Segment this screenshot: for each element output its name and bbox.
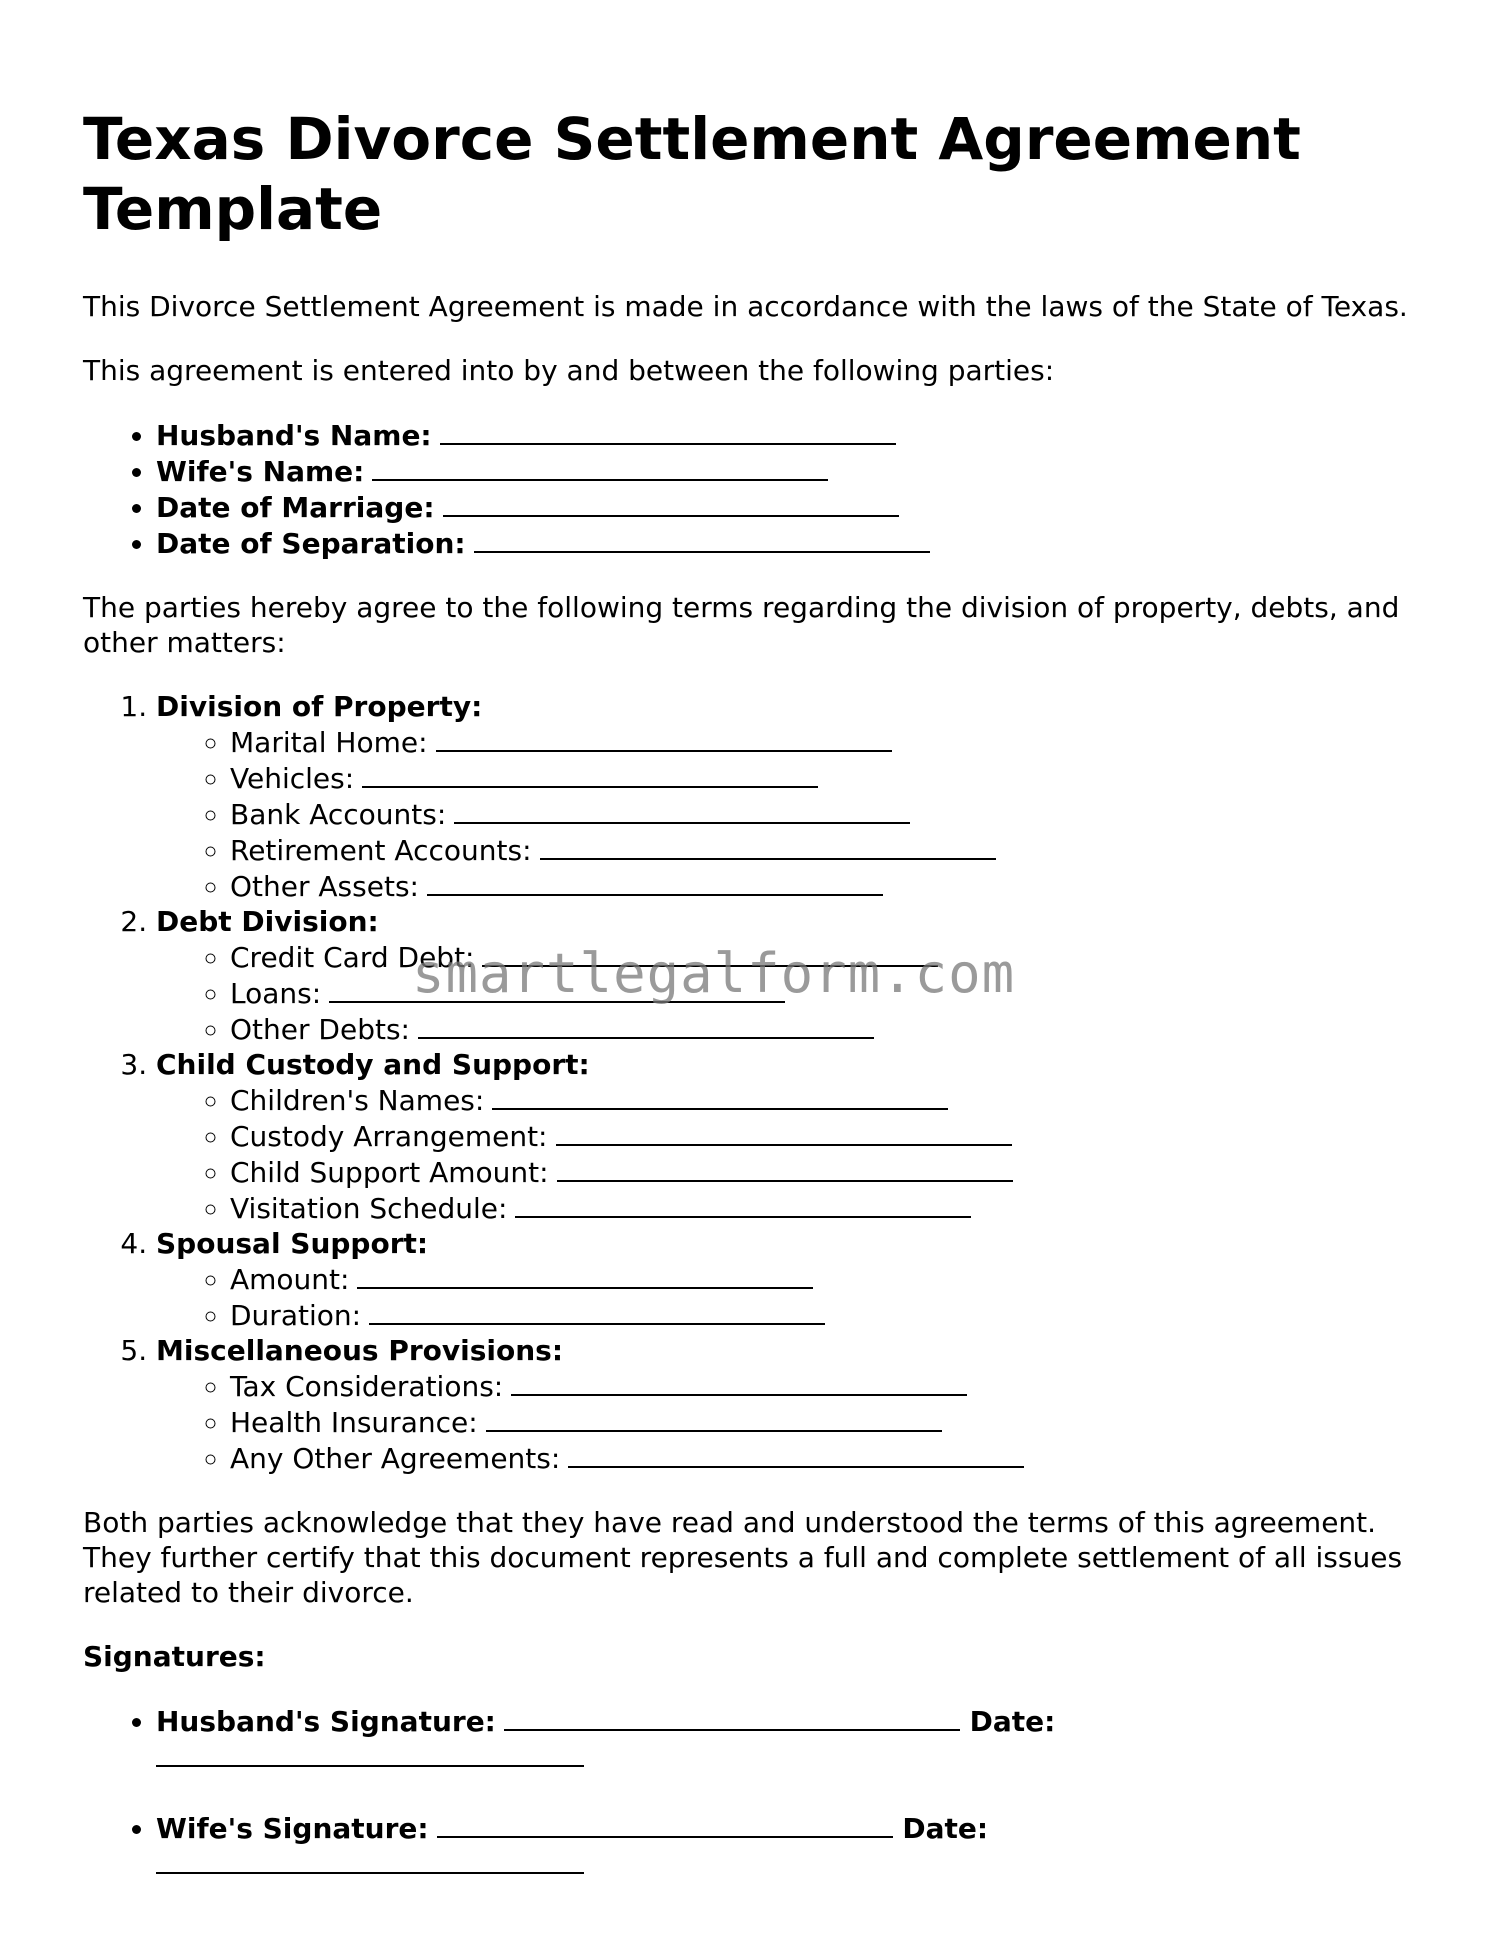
fill-line[interactable] <box>568 1440 1024 1468</box>
fill-line[interactable] <box>329 975 785 1003</box>
party-field-husband-name: • Husband's Name: <box>156 417 1423 453</box>
field-childrens-names: ◦ Children's Names: <box>230 1082 1423 1118</box>
field-other-assets: ◦ Other Assets: <box>230 868 1423 904</box>
section-items <box>156 939 1423 1047</box>
document-page <box>83 104 1423 1917</box>
fill-line[interactable] <box>540 832 996 860</box>
field-tax-considerations: ◦ Tax Considerations: <box>230 1368 1423 1404</box>
signature-husband: • Husband's Signature: Date: <box>156 1703 1423 1775</box>
field-visitation-schedule: ◦ Visitation Schedule: <box>230 1190 1423 1226</box>
field-amount: ◦ Amount: <box>230 1261 1423 1297</box>
party-field-date-of-separation: • Date of Separation: <box>156 525 1423 561</box>
signature-line[interactable] <box>437 1810 893 1838</box>
field-vehicles: ◦ Vehicles: <box>230 760 1423 796</box>
signature-wife: • Wife's Signature: Date: <box>156 1810 1423 1882</box>
field-custody-arrangement: ◦ Custody Arrangement: <box>230 1118 1423 1154</box>
fill-line[interactable] <box>440 417 896 445</box>
fill-line[interactable] <box>556 1118 1012 1146</box>
fill-line[interactable] <box>557 1154 1013 1182</box>
date-label: Date: <box>902 1812 989 1845</box>
field-child-support-amount: ◦ Child Support Amount: <box>230 1154 1423 1190</box>
fill-line[interactable] <box>427 868 883 896</box>
document-title: Texas Divorce Settlement Agreement Template <box>83 105 1301 243</box>
section-items <box>156 1082 1423 1226</box>
field-marital-home: ◦ Marital Home: <box>230 724 1423 760</box>
fill-line[interactable] <box>372 453 828 481</box>
date-line[interactable] <box>156 1739 584 1767</box>
fill-line[interactable] <box>482 939 938 967</box>
fill-line[interactable] <box>492 1082 948 1110</box>
field-any-other-agreements: ◦ Any Other Agreements: <box>230 1440 1423 1476</box>
fill-line[interactable] <box>369 1297 825 1325</box>
fill-line[interactable] <box>436 724 892 752</box>
watermark: smartlegalform.com <box>412 942 1016 1005</box>
section-child-custody-support <box>156 1047 1423 1226</box>
fill-line[interactable] <box>418 1011 874 1039</box>
section-title: Division of Property: <box>156 690 483 723</box>
section-title: Miscellaneous Provisions: <box>156 1334 564 1367</box>
fill-line[interactable] <box>511 1368 967 1396</box>
field-loans: ◦ Loans: <box>230 975 1423 1011</box>
field-bank-accounts: ◦ Bank Accounts: <box>230 796 1423 832</box>
fill-line[interactable] <box>454 796 910 824</box>
parties-list <box>83 417 1423 561</box>
fill-line[interactable] <box>357 1261 813 1289</box>
party-field-wife-name: • Wife's Name: <box>156 453 1423 489</box>
section-title: Child Custody and Support: <box>156 1048 590 1081</box>
intro-paragraph: This Divorce Settlement Agreement is made in accordance with the laws of the State of Texas. <box>83 290 1408 323</box>
signatures-list <box>83 1703 1423 1882</box>
section-division-of-property <box>156 689 1423 904</box>
terms-intro: The parties hereby agree to the following terms regarding the division of property, debts, and other matters: <box>83 591 1400 659</box>
section-title: Spousal Support: <box>156 1227 429 1260</box>
parties-intro: This agreement is entered into by and between the following parties: <box>83 354 1055 387</box>
section-items <box>156 724 1423 904</box>
fill-line[interactable] <box>515 1190 971 1218</box>
section-items <box>156 1368 1423 1476</box>
section-miscellaneous-provisions <box>156 1333 1423 1476</box>
field-credit-card-debt: ◦ Credit Card Debt: <box>230 939 1423 975</box>
fill-line[interactable] <box>486 1404 942 1432</box>
section-spousal-support <box>156 1226 1423 1333</box>
fill-line[interactable] <box>474 525 930 553</box>
field-other-debts: ◦ Other Debts: <box>230 1011 1423 1047</box>
date-line[interactable] <box>156 1846 584 1874</box>
fill-line[interactable] <box>362 760 818 788</box>
party-field-date-of-marriage: • Date of Marriage: <box>156 489 1423 525</box>
field-retirement-accounts: ◦ Retirement Accounts: <box>230 832 1423 868</box>
field-duration: ◦ Duration: <box>230 1297 1423 1333</box>
field-health-insurance: ◦ Health Insurance: <box>230 1404 1423 1440</box>
section-debt-division <box>156 904 1423 1047</box>
date-label: Date: <box>969 1705 1056 1738</box>
section-items <box>156 1261 1423 1333</box>
signatures-heading: Signatures: <box>83 1640 266 1673</box>
fill-line[interactable] <box>443 489 899 517</box>
section-title: Debt Division: <box>156 905 379 938</box>
signature-line[interactable] <box>504 1703 960 1731</box>
acknowledgment-paragraph: Both parties acknowledge that they have read and understood the terms of this agreement. They further certify that this document represents a full and complete settlement of all issues related to their divorce. <box>83 1506 1403 1609</box>
terms-list <box>83 689 1423 1476</box>
